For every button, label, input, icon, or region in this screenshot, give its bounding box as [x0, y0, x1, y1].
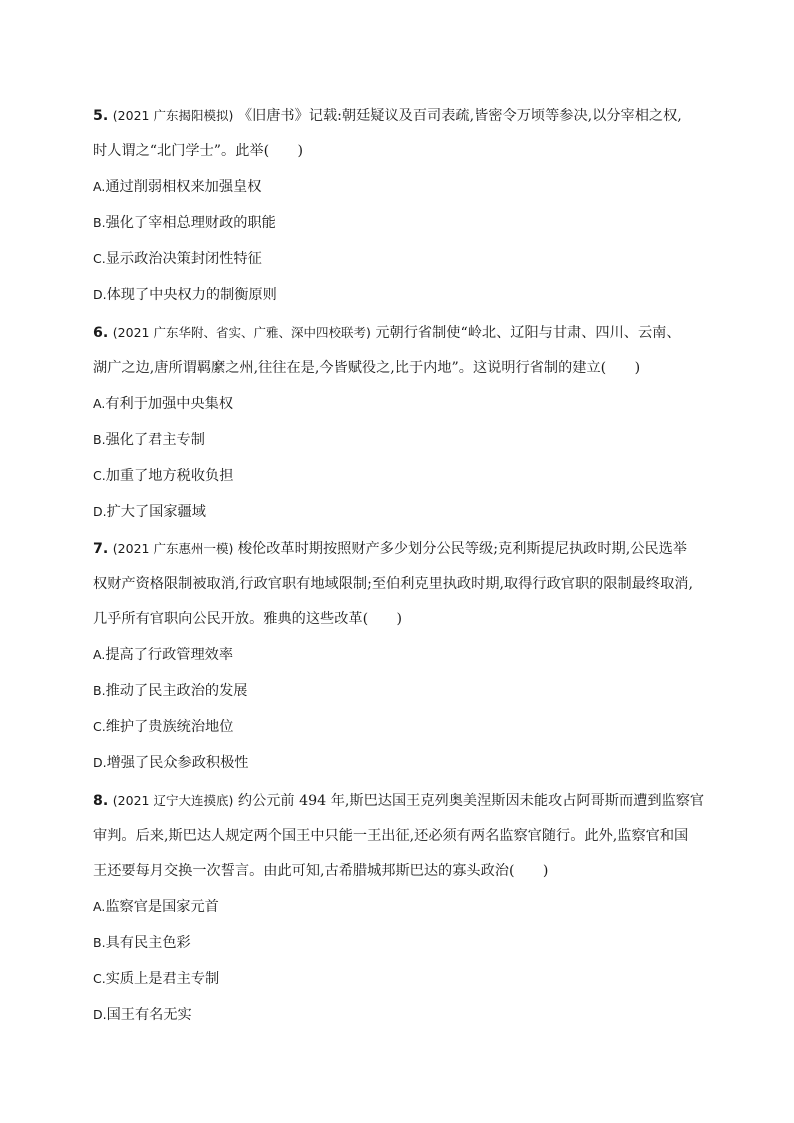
stem-text: 时人谓之“北门学士”。此举( ) — [93, 143, 304, 159]
question-stem-line — [93, 107, 723, 125]
option-letter: D. — [93, 504, 107, 519]
option-letter: D. — [93, 287, 107, 302]
stem-text: 梭伦改革时期按照财产多少划分公民等级;克利斯提尼执政时期,公民选举 — [237, 541, 687, 557]
option-letter: A. — [93, 647, 106, 662]
stem-text: 约公元前 494 年,斯巴达国王克列奥美涅斯因未能攻占阿哥斯而遭到监察官 — [237, 793, 705, 809]
question-8 — [93, 792, 723, 1024]
option-a[interactable] — [93, 395, 723, 413]
option-text: 通过削弱相权来加强皇权 — [105, 179, 262, 195]
option-letter: B. — [93, 683, 106, 698]
question-number: 8. — [93, 793, 109, 809]
question-6 — [93, 324, 723, 521]
option-text: 显示政治决策封闭性特征 — [105, 251, 262, 267]
stem-text: 权财产资格限制被取消,行政官职有地域限制;至伯利克里执政时期,取得行政官职的限制最终取消, — [93, 576, 693, 592]
option-b[interactable] — [93, 431, 723, 449]
option-letter: C. — [93, 468, 106, 483]
stem-text: 元朝行省制使“岭北、辽阳与甘肃、四川、云南、 — [375, 325, 681, 341]
option-text: 增强了民众参政积极性 — [106, 755, 249, 771]
option-letter: D. — [93, 755, 107, 770]
option-text: 实质上是君主专制 — [105, 971, 220, 987]
option-a[interactable] — [93, 898, 723, 916]
option-text: 推动了民主政治的发展 — [105, 683, 248, 699]
option-d[interactable] — [93, 286, 723, 304]
option-letter: B. — [93, 935, 106, 950]
stem-text: 湖广之边,唐所谓羁縻之州,往往在是,今皆赋役之,比于内地”。这说明行省制的建立( ) — [93, 360, 641, 376]
option-text: 强化了宰相总理财政的职能 — [105, 215, 276, 231]
option-letter: B. — [93, 215, 106, 230]
stem-text: 审判。后来,斯巴达人规定两个国王中只能一王出征,还必须有两名监察官随行。此外,监察官和国 — [93, 828, 689, 844]
option-b[interactable] — [93, 214, 723, 232]
question-5 — [93, 107, 723, 304]
question-stem-line — [93, 610, 723, 628]
option-letter: C. — [93, 971, 106, 986]
option-letter: C. — [93, 719, 106, 734]
question-stem-line — [93, 142, 723, 160]
option-a[interactable] — [93, 178, 723, 196]
option-letter: B. — [93, 432, 106, 447]
stem-text: 几乎所有官职向公民开放。雅典的这些改革( ) — [93, 611, 403, 627]
question-stem-line — [93, 324, 723, 342]
option-c[interactable] — [93, 250, 723, 268]
question-number: 5. — [93, 108, 109, 124]
question-source: (2021 广东惠州一模) — [112, 541, 234, 556]
question-number: 6. — [93, 325, 109, 341]
option-c[interactable] — [93, 718, 723, 736]
option-letter: A. — [93, 899, 106, 914]
option-d[interactable] — [93, 1006, 723, 1024]
option-c[interactable] — [93, 970, 723, 988]
option-text: 国王有名无实 — [106, 1007, 192, 1023]
option-text: 有利于加强中央集权 — [105, 396, 234, 412]
stem-text: 《旧唐书》记载:朝廷疑议及百司表疏,皆密令万顷等参决,以分宰相之权, — [237, 108, 682, 124]
option-b[interactable] — [93, 682, 723, 700]
question-number: 7. — [93, 541, 109, 557]
question-stem-line — [93, 827, 723, 845]
option-c[interactable] — [93, 467, 723, 485]
question-stem-line — [93, 575, 723, 593]
question-7 — [93, 540, 723, 772]
option-text: 具有民主色彩 — [105, 935, 191, 951]
option-b[interactable] — [93, 934, 723, 952]
question-source: (2021 广东华附、省实、广雅、深中四校联考) — [112, 325, 371, 340]
question-stem-line — [93, 792, 723, 810]
option-text: 扩大了国家疆域 — [106, 504, 206, 520]
question-source: (2021 广东揭阳模拟) — [112, 108, 234, 123]
option-text: 加重了地方税收负担 — [105, 468, 234, 484]
option-letter: A. — [93, 396, 106, 411]
question-stem-line — [93, 540, 723, 558]
option-d[interactable] — [93, 754, 723, 772]
option-letter: A. — [93, 179, 106, 194]
stem-text: 王还要每月交换一次誓言。由此可知,古希腊城邦斯巴达的寡头政治( ) — [93, 863, 549, 879]
option-letter: C. — [93, 251, 106, 266]
option-text: 监察官是国家元首 — [105, 899, 219, 915]
question-stem-line — [93, 862, 723, 880]
option-text: 体现了中央权力的制衡原则 — [106, 287, 277, 303]
option-text: 提高了行政管理效率 — [105, 647, 234, 663]
option-text: 强化了君主专制 — [105, 432, 205, 448]
question-source: (2021 辽宁大连摸底) — [112, 793, 234, 808]
question-stem-line — [93, 359, 723, 377]
option-a[interactable] — [93, 646, 723, 664]
option-d[interactable] — [93, 503, 723, 521]
option-text: 维护了贵族统治地位 — [105, 719, 234, 735]
option-letter: D. — [93, 1007, 107, 1022]
